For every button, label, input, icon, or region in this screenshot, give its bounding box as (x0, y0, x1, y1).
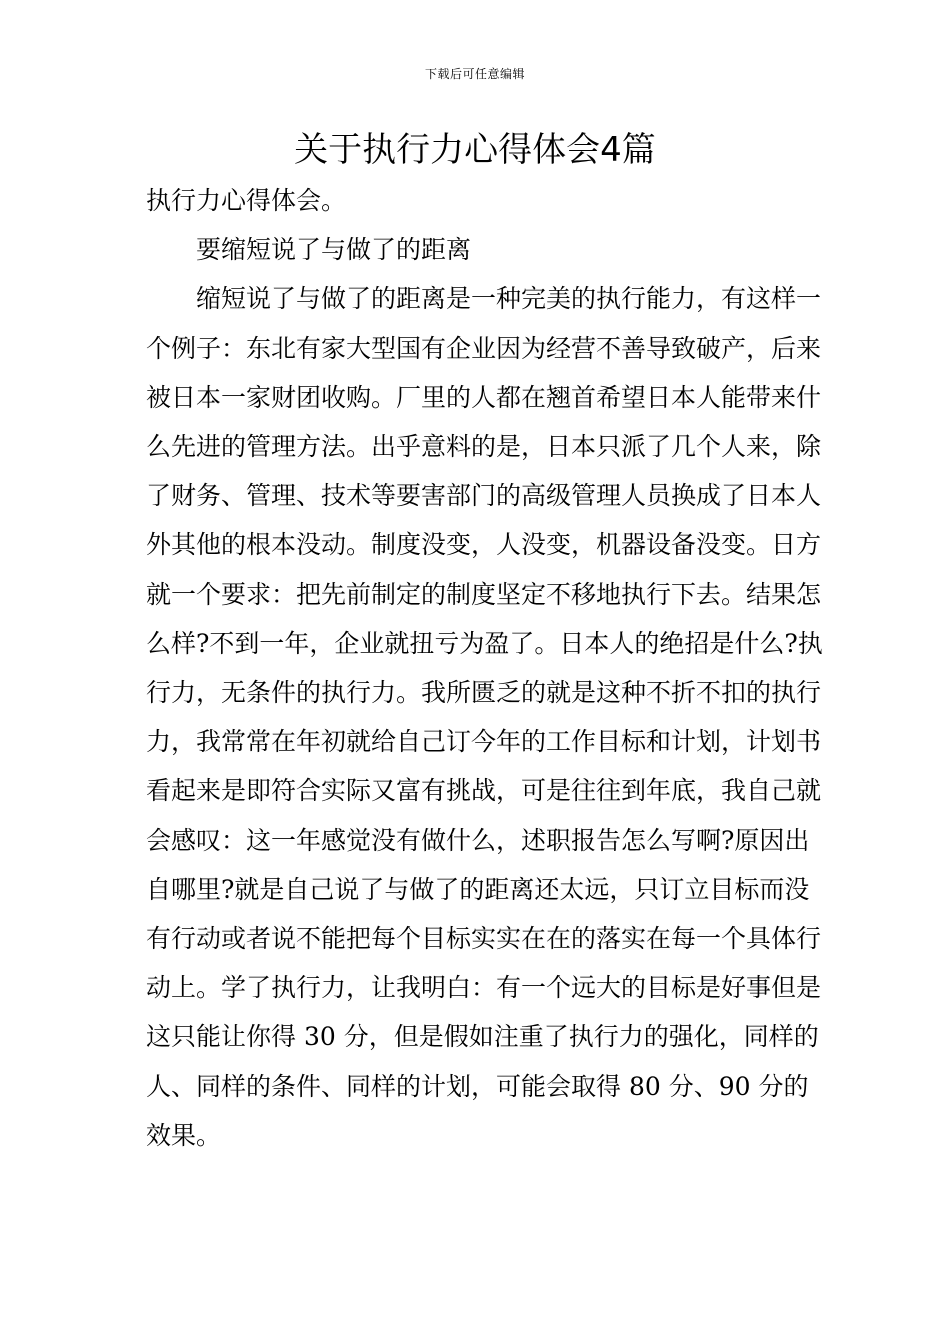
document-title: 关于执行力心得体会4篇 (294, 130, 656, 170)
document-subtitle: 执行力心得体会。 (146, 186, 347, 215)
header-note: 下载后可任意编辑 (424, 67, 525, 81)
section-heading: 要缩短说了与做了的距离 (196, 235, 472, 265)
document-body (146, 176, 826, 1160)
body-paragraph: 缩短说了与做了的距离是一种完美的执行能力，有这样一个例子：东北有家大型国有企业因为经营不善导致破产，后来被日本一家财团收购。厂里的人都在翘首希望日本人能带来什么先进的管理方法。出乎意料的是，日本只派了几个人来，除了财务、管理、技术等要害部门的高级管理人员换成了日本人外其他的根本没动。制度没变，人没变，机器设备没变。日方就一个要求：把先前制定的制度坚定不移地执行下去。结果怎么样?不到一年，企业就扭亏为盈了。日本人的绝招是什么?执行力，无条件的执行力。我所匮乏的就是这种不折不扣的执行力，我常常在年初就给自己订今年的工作目标和计划，计划书看起来是即符合实际又富有挑战，可是往往到年底，我自己就会感叹：这一年感觉没有做什么，述职报告怎么写啊?原因出自哪里?就是自己说了与做了的距离还太远，只订立目标而没有行动或者说不能把每个目标实实在在的落实在每一个具体行动上。学了执行力，让我明白：有一个远大的目标是好事但是这只能让你得 30 分，但是假如注重了执行力的强化，同样的人、同样的条件、同样的计划，可能会取得 80 分、90 分的效果。 (146, 284, 823, 1150)
